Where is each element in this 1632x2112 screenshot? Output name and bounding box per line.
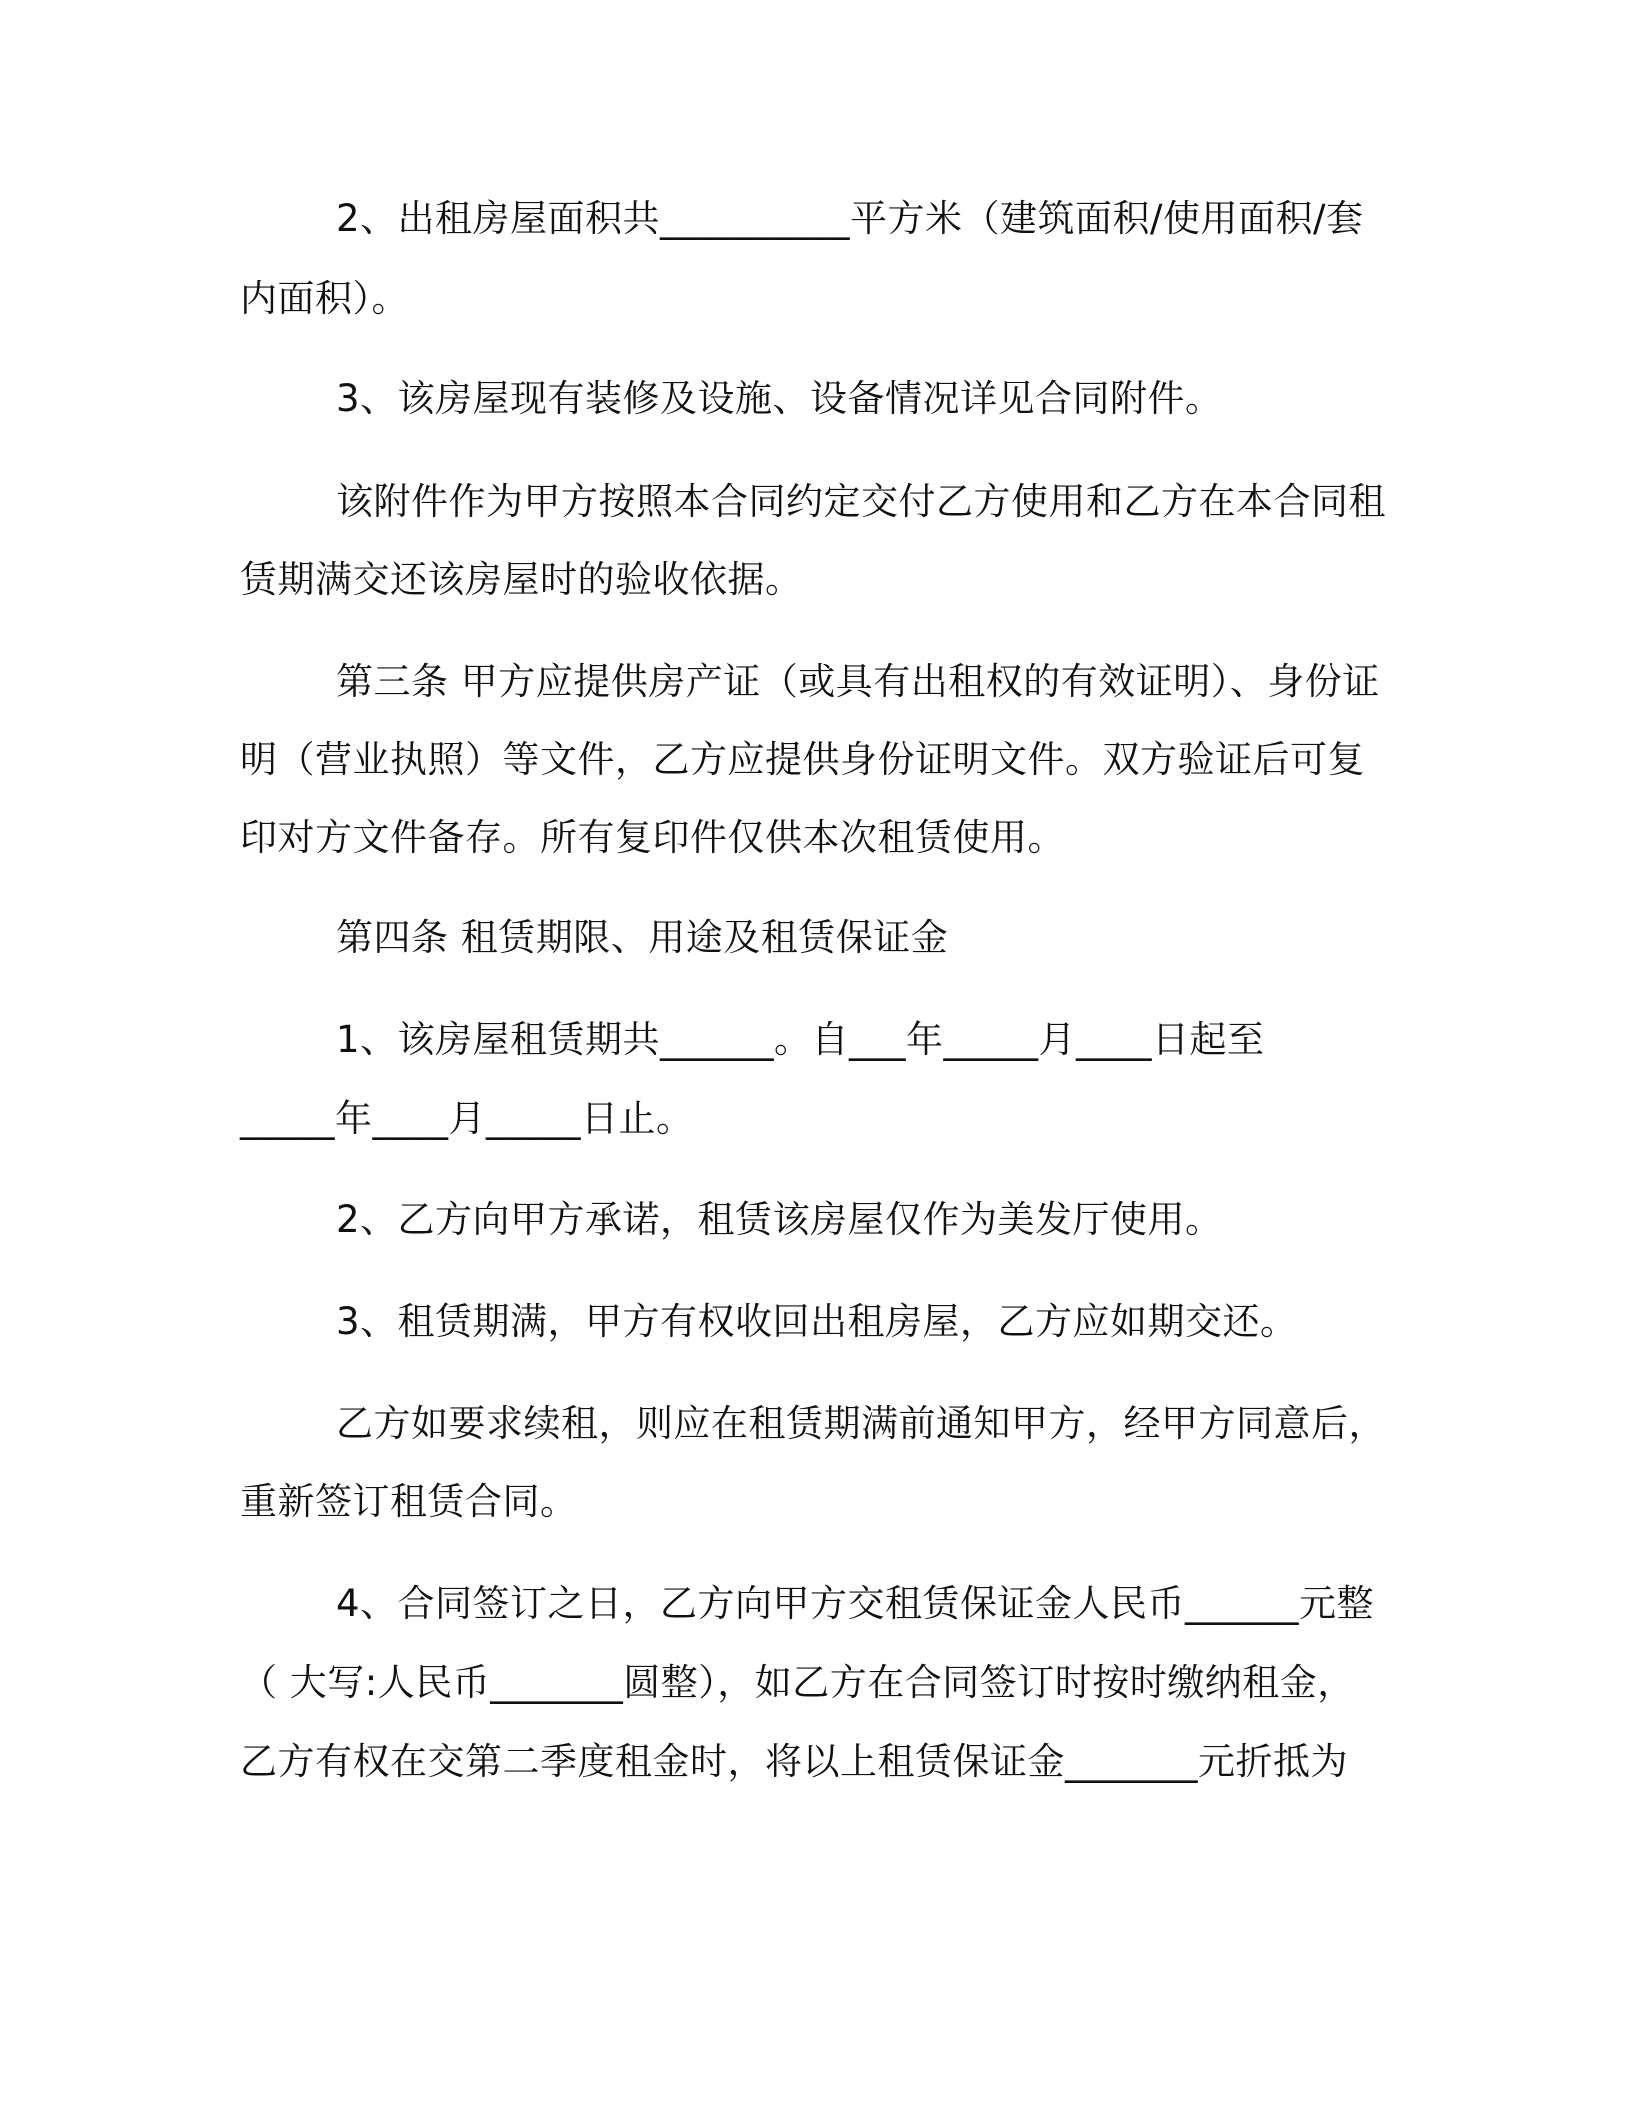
deposit-line-2: （ 大写:人民币_______圆整），如乙方在合同签订时按时缴纳租金， — [240, 1661, 1355, 1704]
article-three-line-1: 第三条 甲方应提供房产证（或具有出租权的有效证明）、身份证 — [336, 660, 1380, 703]
lease-expiry-line: 3、租赁期满，甲方有权收回出租房屋，乙方应如期交还。 — [336, 1300, 1298, 1343]
clause-area-line-1: 2、出租房屋面积共__________平方米（建筑面积/使用面积/套 — [336, 197, 1364, 240]
attachment-note-line-1: 该附件作为甲方按照本合同约定交付乙方使用和乙方在本合同租 — [336, 480, 1386, 523]
attachment-note-line-2: 赁期满交还该房屋时的验收依据。 — [240, 558, 803, 601]
deposit-line-3: 乙方有权在交第二季度租金时，将以上租赁保证金_______元折抵为 — [240, 1740, 1348, 1783]
usage-promise-line: 2、乙方向甲方承诺，租赁该房屋仅作为美发厅使用。 — [336, 1198, 1223, 1241]
renewal-line-2: 重新签订租赁合同。 — [240, 1480, 578, 1523]
article-three-line-2: 明（营业执照）等文件，乙方应提供身份证明文件。双方验证后可复 — [240, 738, 1365, 781]
clause-decoration-line: 3、该房屋现有装修及设施、设备情况详见合同附件。 — [336, 377, 1223, 420]
deposit-line-1: 4、合同签订之日，乙方向甲方交租赁保证金人民币______元整 — [336, 1582, 1375, 1625]
article-four-heading: 第四条 租赁期限、用途及租赁保证金 — [336, 916, 949, 959]
clause-area-line-2: 内面积）。 — [240, 277, 409, 320]
renewal-line-1: 乙方如要求续租，则应在租赁期满前通知甲方，经甲方同意后， — [336, 1402, 1386, 1445]
lease-term-line-1: 1、该房屋租赁期共______。自___年_____月____日起至 — [336, 1018, 1265, 1061]
lease-term-line-2: _____年____月_____日止。 — [240, 1097, 694, 1140]
article-three-line-3: 印对方文件备存。所有复印件仅供本次租赁使用。 — [240, 816, 1065, 859]
